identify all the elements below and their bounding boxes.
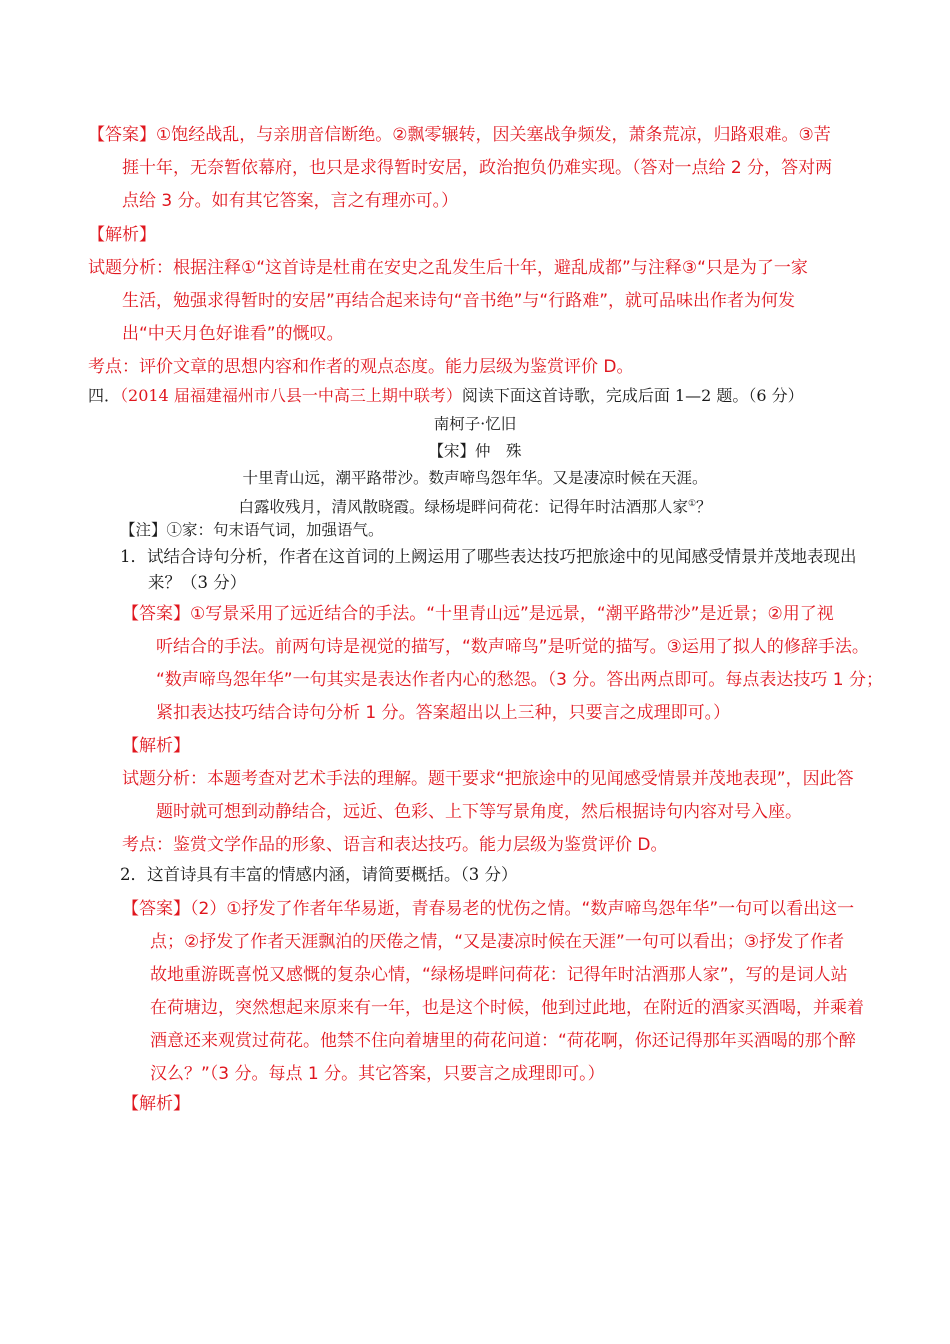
q1-answer-line3: “数声啼鸟怨年华”一句其实是表达作者内心的愁怨。（3 分。答出两点即可。每点表达技巧 1 分； bbox=[156, 670, 883, 690]
q2-answer-line1: 【答案】（2）①抒发了作者年华易逝，青春易老的忧伤之情。“数声啼鸟怨年华”一句可以看出这一 bbox=[122, 899, 855, 919]
q1-kaodian: 考点：鉴赏文学作品的形象、语言和表达技巧。能力层级为鉴赏评价 D。 bbox=[122, 835, 668, 855]
sec3-kaodian: 考点：评价文章的思想内容和作者的观点态度。能力层级为鉴赏评价 D。 bbox=[88, 357, 634, 377]
poem-footnote-mark: ① bbox=[687, 499, 697, 509]
sec4-number: 四． bbox=[88, 386, 121, 405]
q1-analysis-line2: 题时就可想到动静结合，远近、色彩、上下等写景角度，然后根据诗句内容对号入座。 bbox=[156, 802, 802, 822]
poem-line2 bbox=[0, 492, 950, 519]
q2-answer-line5: 酒意还来观赏过荷花。他禁不住向着塘里的荷花问道：“荷花啊，你还记得那年买酒喝的那个醉 bbox=[150, 1031, 856, 1051]
sec3-analysis-line3: 出“中天月色好谁看”的慨叹。 bbox=[122, 324, 344, 344]
q2-answer-line6: 汉么？”（3 分。每点 1 分。其它答案，只要言之成理即可。） bbox=[150, 1064, 605, 1084]
poem-author: 【宋】仲 殊 bbox=[428, 442, 522, 460]
poem-line2-end: ？ bbox=[696, 498, 712, 517]
sec4-instruction: 阅读下面这首诗歌，完成后面 1—2 题。（6 分） bbox=[461, 386, 804, 405]
q2-line: 2．这首诗具有丰富的情感内涵，请简要概括。（3 分） bbox=[120, 865, 518, 884]
q2-answer-line3: 故地重游既喜悦又感慨的复杂心情，“绿杨堤畔问荷花：记得年时沽酒那人家”，写的是词人站 bbox=[150, 965, 848, 985]
sec3-analysis-line2: 生活，勉强求得暂时的安居”再结合起来诗句“音书绝”与“行路难”，就可品味出作者为何发 bbox=[122, 291, 796, 311]
poem-line2-text: 白露收残月，清风散晓霞。绿杨堤畔问荷花：记得年时沽酒那人家 bbox=[238, 498, 688, 517]
q2-answer-line4: 在荷塘边，突然想起来原来有一年，也是这个时候，他到过此地，在附近的酒家买酒喝，并乘着 bbox=[150, 998, 864, 1018]
q1-line1: 1．试结合诗句分析，作者在这首词的上阙运用了哪些表达技巧把旅途中的见闻感受情景并茂地表现出 bbox=[120, 547, 857, 566]
sec4-source: （2014 届福建福州市八县一中高三上期中联考） bbox=[120, 386, 462, 405]
q1-analysis-line1: 试题分析：本题考查对艺术手法的理解。题干要求“把旅途中的见闻感受情景并茂地表现”，因此答 bbox=[122, 769, 854, 789]
sec3-answer-line3: 点给 3 分。如有其它答案，言之有理亦可。） bbox=[122, 191, 459, 211]
sec4-header bbox=[88, 384, 804, 408]
sec3-answer-line1: 【答案】①饱经战乱，与亲朋音信断绝。②飘零辗转，因关塞战争频发，萧条荒凉，归路艰难。③苦 bbox=[88, 125, 831, 145]
q1-answer-line4: 紧扣表达技巧结合诗句分析 1 分。答案超出以上三种，只要言之成理即可。） bbox=[156, 703, 731, 723]
sec3-jiexi-label: 【解析】 bbox=[88, 225, 156, 245]
poem-title: 南柯子·忆旧 bbox=[433, 415, 517, 433]
q2-answer-line2: 点；②抒发了作者天涯飘泊的厌倦之情，“又是凄凉时候在天涯”一句可以看出；③抒发了作者 bbox=[150, 932, 845, 952]
q1-answer-line1: 【答案】①写景采用了远近结合的手法。“十里青山远”是远景，“潮平路带沙”是近景；②用了视 bbox=[122, 604, 834, 624]
q1-answer-line2: 听结合的手法。前两句诗是视觉的描写，“数声啼鸟”是听觉的描写。③运用了拟人的修辞手法。 bbox=[156, 637, 869, 657]
sec3-answer-line2: 捱十年，无奈暂依幕府，也只是求得暂时安居，政治抱负仍难实现。（答对一点给 2 分，答对两 bbox=[122, 158, 833, 178]
poem-line1: 十里青山远，潮平路带沙。数声啼鸟怨年华。又是凄凉时候在天涯。 bbox=[242, 469, 708, 487]
sec3-analysis-line1: 试题分析：根据注释①“这首诗是杜甫在安史之乱发生后十年，避乱成都”与注释③“只是为了一家 bbox=[88, 258, 808, 278]
q1-line2: 来？（3 分） bbox=[148, 573, 247, 592]
q2-jiexi-label: 【解析】 bbox=[122, 1094, 190, 1114]
q1-jiexi-label: 【解析】 bbox=[122, 736, 190, 756]
poem-note: 【注】①家：句末语气词，加强语气。 bbox=[120, 521, 384, 539]
